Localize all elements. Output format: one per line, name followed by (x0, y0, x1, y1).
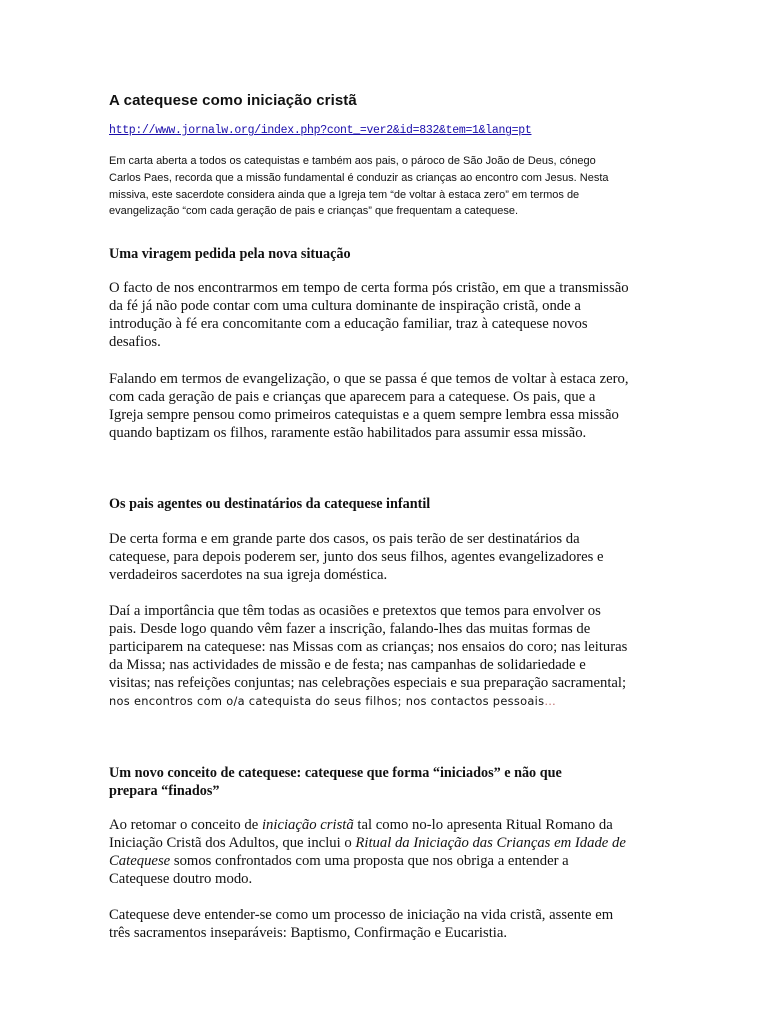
text-line (109, 816, 664, 834)
text-line (109, 834, 664, 852)
text-line: O facto de nos encontrarmos em tempo de certa forma pós cristão, em que a transmissão (109, 280, 629, 296)
emphasis-text: iniciação cristã (261, 817, 354, 833)
text-run: somos confrontados com uma proposta que nos obriga a entender a (170, 853, 569, 869)
section-heading: Os pais agentes ou destinatários da catequese infantil (109, 496, 431, 512)
text-line: desafios. (109, 334, 161, 350)
source-link[interactable]: http://www.jornalw.org/index.php?cont_=ver2&id=832&tem=1&lang=pt (109, 124, 532, 137)
paragraph (109, 602, 664, 710)
text-line: Igreja sempre pensou como primeiros catequistas e a quem sempre lembra essa missão (109, 407, 619, 423)
text-line: da fé já não pode contar com uma cultura dominante de inspiração cristã, onde a (109, 298, 581, 314)
text-line: quando baptizam os filhos, raramente estão habilitados para assumir essa missão. (109, 425, 587, 441)
section-heading (109, 764, 629, 800)
text-run: Iniciação Cristã dos Adultos, que inclui o (109, 835, 356, 851)
text-line: visitas; nas refeições conjuntas; nas celebrações especiais e sua preparação sacramental; (109, 675, 627, 691)
intro-line: missiva, este sacerdote considera ainda que a Igreja tem “de voltar à estaca zero” em termos de (109, 188, 580, 201)
text-run: Ao retomar o conceito de (109, 817, 262, 833)
text-line (109, 852, 664, 870)
text-line: Catequese doutro modo. (109, 871, 253, 887)
intro-paragraph (109, 153, 639, 220)
text-line: Daí a importância que têm todas as ocasiões e pretextos que temos para envolver os (109, 603, 601, 619)
text-run: tal como no-lo apresenta Ritual Romano da (353, 817, 613, 833)
text-line: pais. Desde logo quando vêm fazer a inscrição, falando-lhes das muitas formas de (109, 621, 591, 637)
text-line: verdadeiros sacerdotes na sua igreja doméstica. (109, 567, 388, 583)
text-line: da Missa; nas actividades de missão e de festa; nas campanhas de solidariedade e (109, 657, 586, 673)
intro-line: Em carta aberta a todos os catequistas e também aos pais, o pároco de São João de Deus, cónego (109, 155, 596, 167)
paragraph (109, 279, 664, 351)
heading-line: Um novo conceito de catequese: catequese que forma “iniciados” e não que (109, 765, 562, 781)
ellipsis: … (544, 694, 557, 708)
text-line (109, 692, 664, 710)
paragraph (109, 816, 664, 888)
section-heading: Uma viragem pedida pela nova situação (109, 246, 351, 262)
text-line: participarem na catequese: nas Missas com as crianças; nos ensaios do coro; nas leituras (109, 639, 628, 655)
intro-line: Carlos Paes, recorda que a missão fundamental é conduzir as crianças ao encontro com Jesus. Nesta (109, 171, 609, 184)
text-line: catequese, para depois poderem ser, junto dos seus filhos, agentes evangelizadores e (109, 549, 604, 565)
paragraph (109, 530, 664, 584)
emphasis-text: Ritual da Iniciação das Crianças em Idade de (355, 835, 626, 851)
text-line: três sacramentos inseparáveis: Baptismo, Confirmação e Eucaristia. (109, 925, 508, 941)
intro-line: evangelização “com cada geração de pais e crianças” que frequentam a catequese. (109, 205, 519, 218)
heading-line: prepara “finados” (109, 783, 220, 799)
paragraph (109, 370, 664, 442)
document-title: A catequese como iniciação cristã (109, 92, 357, 109)
text-line: Catequese deve entender-se como um processo de iniciação na vida cristã, assente em (109, 907, 614, 923)
text-line: Falando em termos de evangelização, o que se passa é que temos de voltar à estaca zero, (109, 371, 629, 387)
text-line: De certa forma e em grande parte dos casos, os pais terão de ser destinatários da (109, 531, 580, 547)
paragraph (109, 906, 664, 942)
text-line-content: nos encontros com o/a catequista do seus filhos; nos contactos pessoais (109, 694, 545, 708)
text-line: com cada geração de pais e crianças que aparecem para a catequese. Os pais, que a (109, 389, 596, 405)
text-line: introdução à fé era concomitante com a educação familiar, traz à catequese novos (109, 316, 588, 332)
emphasis-text: Catequese (109, 853, 171, 869)
